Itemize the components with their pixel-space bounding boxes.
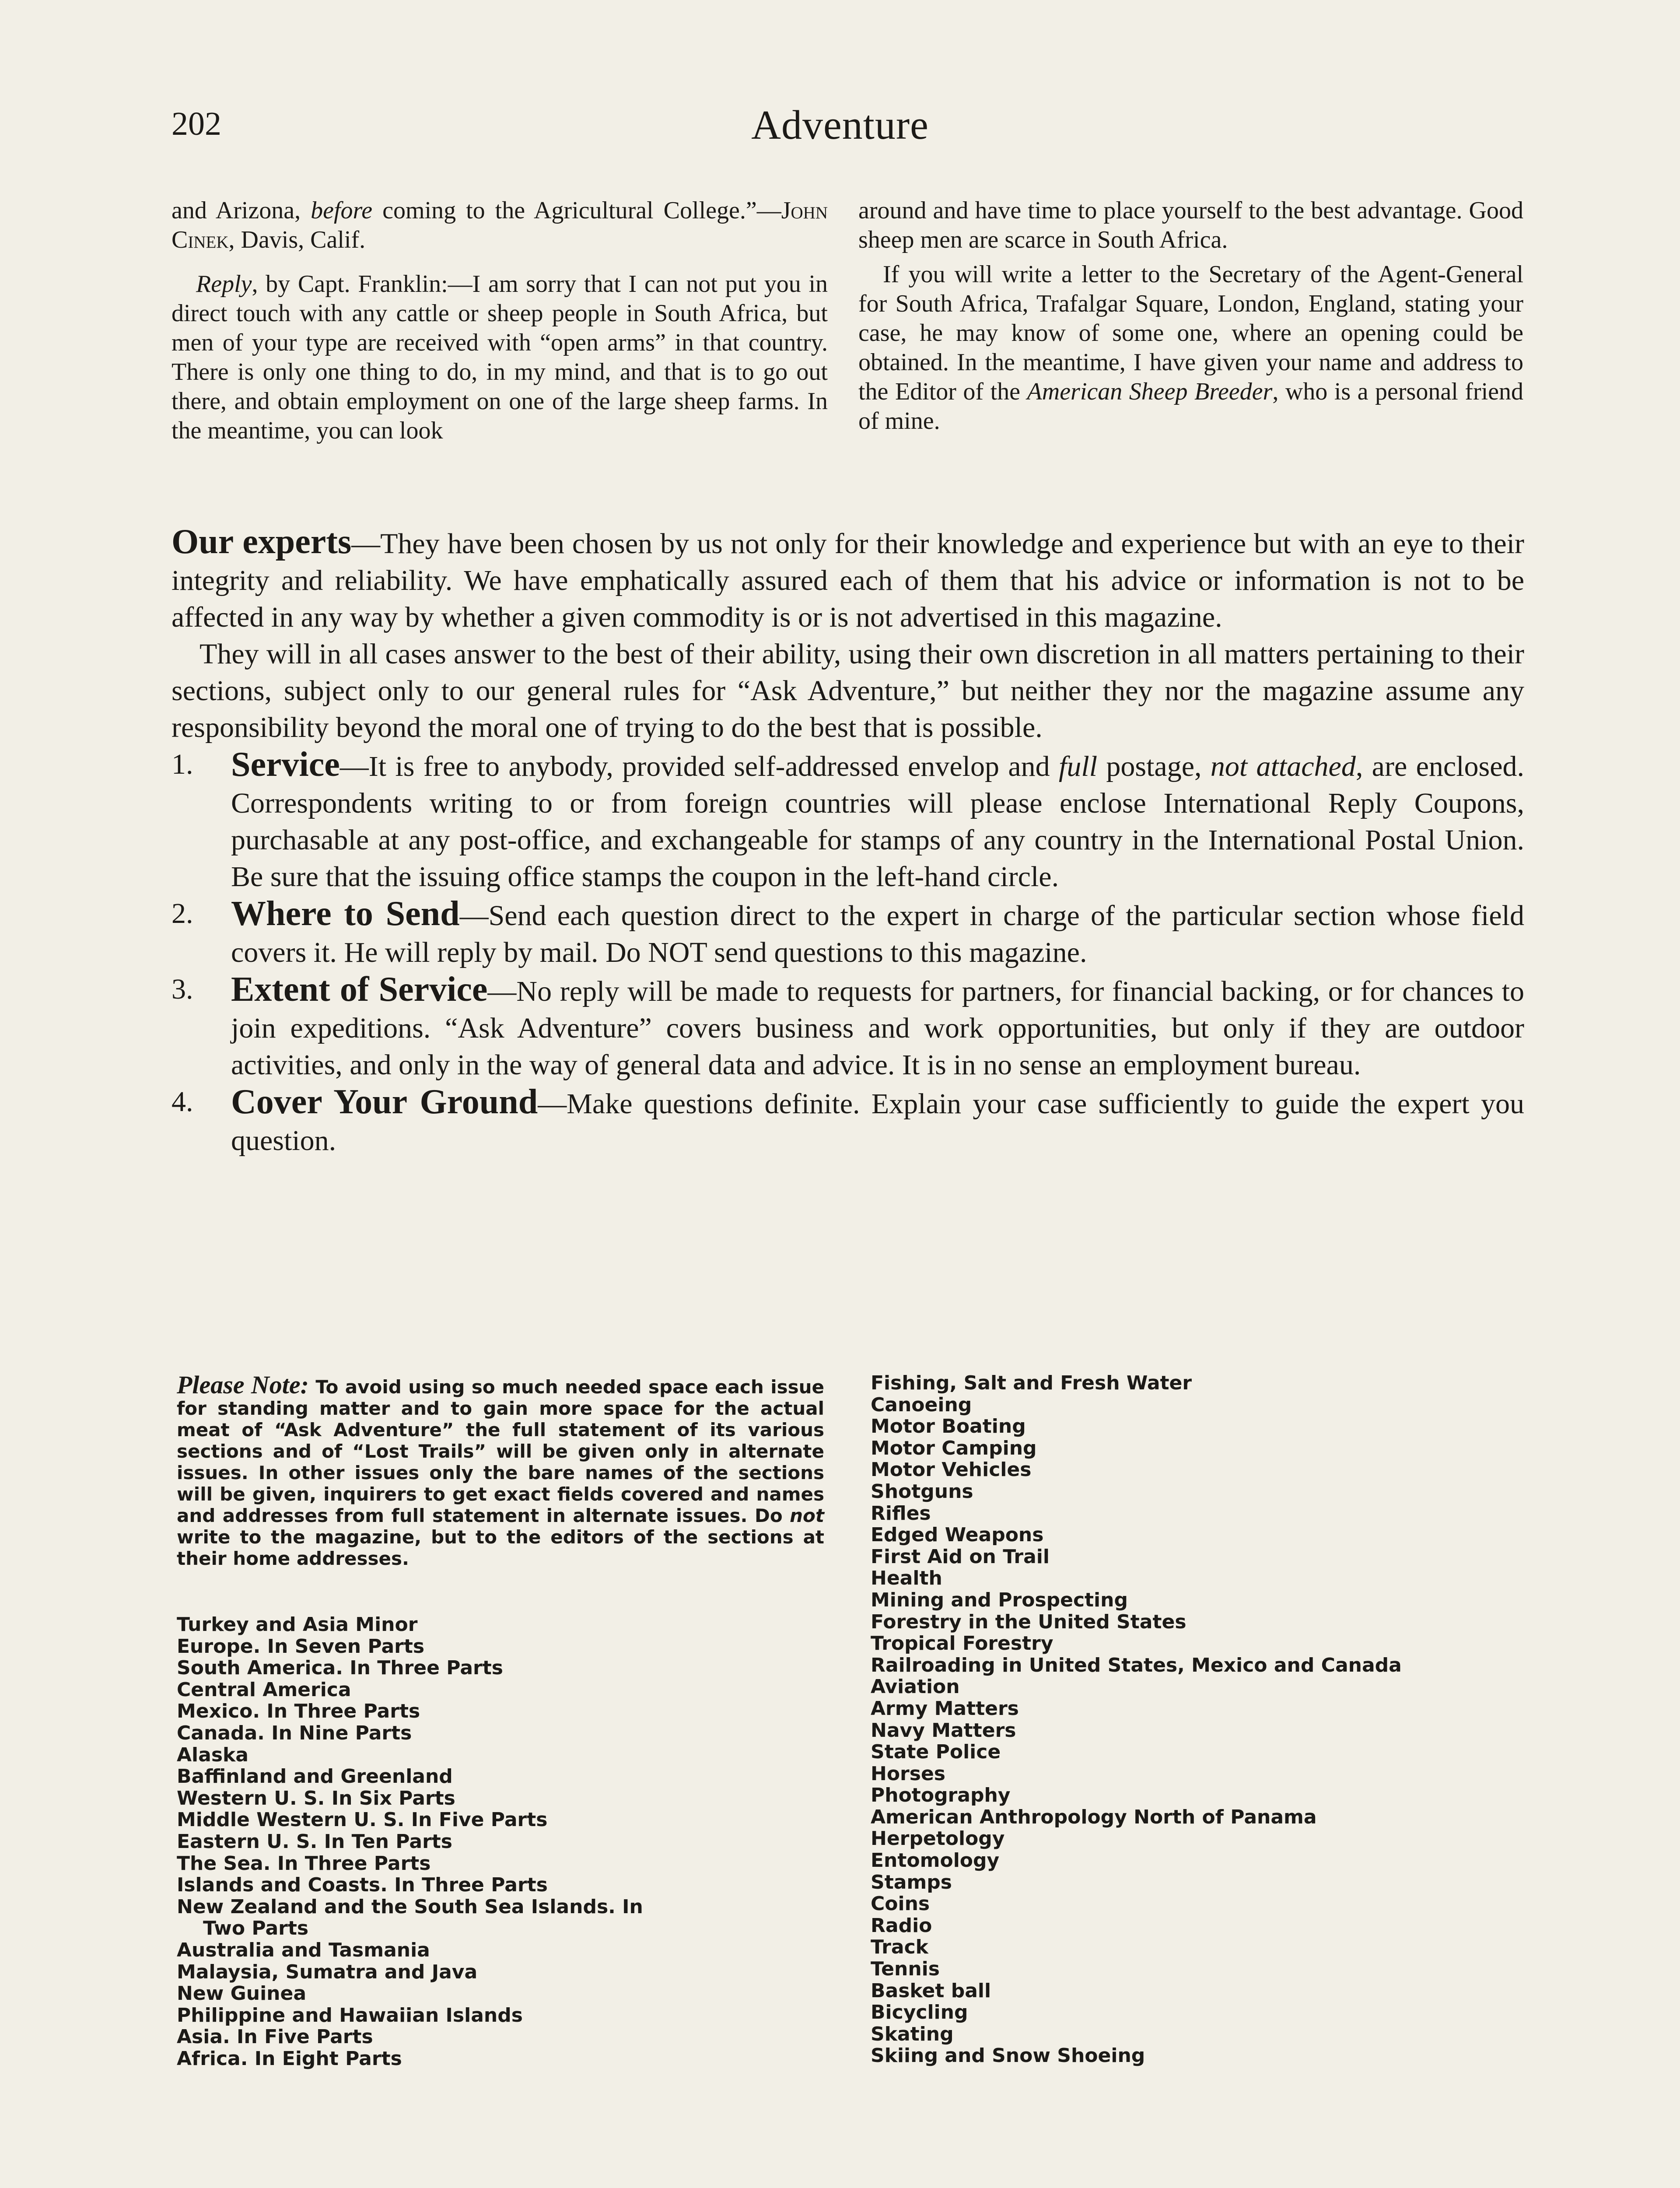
rule-item: [172, 895, 1524, 971]
section-name: Aviation: [871, 1676, 960, 1698]
section-name: Railroading in United States, Mexico and Canada: [871, 1654, 1402, 1676]
note-heading: Please Note:: [177, 1371, 309, 1399]
section-name: Mexico. In Three Parts: [177, 1700, 420, 1723]
sections-list-right: [871, 1372, 1614, 2067]
section-name: Eastern U. S. In Ten Parts: [177, 1830, 452, 1853]
please-note: [177, 1371, 824, 1569]
text-run: write to the magazine, but to the editors of the sections at their home addresses.: [177, 1526, 824, 1569]
section-name: Shotguns: [871, 1480, 973, 1503]
section-name: Central America: [177, 1678, 351, 1701]
rule-item: [172, 746, 1524, 895]
section-name: Entomology: [871, 1849, 1000, 1872]
text-run: , who is a personal friend of mine.: [858, 378, 1524, 435]
text-run: around and have time to place yourself to the best advantage. Good sheep men are scarce in South Africa.: [858, 197, 1523, 253]
letter-paragraph: [172, 196, 828, 255]
text-run: not: [790, 1505, 824, 1526]
section-name: Philippine and Hawaiian Islands: [177, 2004, 523, 2027]
section-name: Australia and Tasmania: [177, 1939, 430, 1961]
section-name: Turkey and Asia Minor: [177, 1613, 418, 1636]
section-name: Tennis: [871, 1958, 940, 1981]
experts-paragraph-text: —They have been chosen by us not only for their knowledge and experience but with an eye to their integrity and reliability. We have emphatically assured each of them that his advice or information is not to be affected in any way by whether a given commodity is or is not advertised in this magazine.: [172, 528, 1524, 633]
section-name: Motor Camping: [871, 1437, 1037, 1459]
section-name: Western U. S. In Six Parts: [177, 1787, 455, 1809]
section-name: Africa. In Eight Parts: [177, 2047, 402, 2070]
letter-column-left: [172, 196, 828, 445]
rule-number: 1.: [172, 748, 193, 780]
rule-title: Where to Send: [231, 894, 460, 933]
experts-paragraph-2: They will in all cases answer to the best of their ability, using their own discretion in all matters pertaining to their sections, subject only to our general rules for “Ask Adventure,” but neither they nor the magazine assume any responsibility beyond the moral one of trying to do the best that is possible.: [172, 638, 1524, 743]
rules-list: [172, 746, 1524, 1159]
section-name: Health: [871, 1567, 942, 1590]
text-run: —It is free to anybody, provided self-addressed envelop and: [340, 750, 1059, 782]
section-name: Forestry in the United States: [871, 1610, 1186, 1633]
text-run: If you will write a letter to the Secretary of the Agent-General for South Africa, Trafalgar Square, London, England, stating your case, he may know of some one, where an opening could be obtained. In the meantime, I have given your name and address to the Editor of the: [858, 261, 1523, 405]
section-name: Army Matters: [871, 1697, 1019, 1720]
rule-number: 2.: [172, 898, 193, 929]
text-run: before: [311, 197, 373, 224]
section-name: American Anthropology North of Panama: [871, 1806, 1317, 1828]
page-number: 202: [172, 105, 221, 142]
section-name: Horses: [871, 1762, 945, 1785]
section-name: Canoeing: [871, 1393, 972, 1416]
letter-paragraph: [858, 260, 1523, 436]
experts-paragraph: [172, 523, 1524, 636]
section-name: Europe. In Seven Parts: [177, 1635, 425, 1658]
section-name: Radio: [871, 1914, 932, 1937]
experts-lead: Our experts: [172, 522, 352, 561]
text-run: and Arizona,: [172, 197, 311, 224]
letter-paragraph: [172, 270, 828, 445]
section-name: The Sea. In Three Parts: [177, 1852, 431, 1875]
section-name: Navy Matters: [871, 1719, 1016, 1742]
section-name: Middle Western U. S. In Five Parts: [177, 1809, 548, 1831]
rule-item: [172, 971, 1524, 1083]
section-name: Herpetology: [871, 1827, 1005, 1850]
sections-left-column: [177, 1614, 824, 2069]
sections-list-left: [177, 1614, 824, 2069]
section-name: South America. In Three Parts: [177, 1657, 503, 1680]
section-name: Alaska: [177, 1743, 248, 1766]
section-name: Islands and Coasts. In Three Parts: [177, 1874, 548, 1897]
letter-column-right: [858, 196, 1523, 436]
letter-paragraph: [858, 196, 1523, 255]
section-name: Skating: [871, 2023, 954, 2045]
sections-right-column: [871, 1372, 1614, 2067]
section-name: Asia. In Five Parts: [177, 2026, 373, 2048]
experts-section: [172, 523, 1524, 1159]
text-run: postage,: [1097, 750, 1211, 782]
section-name: First Aid on Trail: [871, 1545, 1050, 1568]
text-run: To avoid using so much needed space each issue for standing matter and to gain more space for the actual meat of “Ask Adventure” the full statement of its various sections and of “Lost Trails” will be given only in alternate issues. In other issues only the bare names of the sections will be given, inquirers to get exact fields covered and names and addresses from full statement in alternate issues. Do: [177, 1376, 824, 1526]
text-run: —Make questions definite. Explain your case sufficiently to guide the expert you question.: [231, 1088, 1524, 1157]
rule-title: Cover Your Ground: [231, 1083, 538, 1121]
section-name: Two Parts: [203, 1917, 309, 1940]
running-title: Adventure: [751, 102, 929, 148]
section-name: Motor Vehicles: [871, 1459, 1032, 1481]
text-run: —Send each question direct to the expert in charge of the particular section whose field covers it. He will reply by mail. Do NOT send questions to this magazine.: [231, 900, 1524, 968]
section-name: Tropical Forestry: [871, 1632, 1054, 1655]
rule-item: [172, 1083, 1524, 1159]
note-body: [177, 1376, 824, 1569]
section-name: Malaysia, Sumatra and Java: [177, 1960, 478, 1983]
section-name: Stamps: [871, 1871, 952, 1893]
section-name: Baffinland and Greenland: [177, 1765, 453, 1788]
text-run: American Sheep Breeder: [1027, 378, 1273, 405]
text-run: —No reply will be made to requests for partners, for financial backing, or for chances to join expeditions. “Ask Adventure” covers business and work opportunities, but only if they are outdoor activities, and only in the way of general data and advice. It is in no sense an employment bureau.: [231, 975, 1525, 1081]
text-run: not attached: [1210, 750, 1356, 782]
rule-number: 3.: [172, 973, 193, 1005]
section-name: State Police: [871, 1741, 1001, 1764]
rule-number: 4.: [172, 1086, 193, 1118]
section-name: New Guinea: [177, 1982, 307, 2005]
text-run: , Davis, Calif.: [228, 226, 366, 253]
section-name: New Zealand and the South Sea Islands. In: [177, 1895, 643, 1918]
section-name: Motor Boating: [871, 1415, 1026, 1438]
section-name: Coins: [871, 1893, 930, 1915]
rule-title: Service: [231, 745, 340, 784]
text-run: full: [1059, 750, 1098, 782]
section-name: Rifles: [871, 1502, 931, 1525]
text-run: John Cinek: [172, 197, 828, 253]
text-run: coming to the Agricultural College.”—: [372, 197, 781, 224]
text-run: , by Capt. Franklin:—I am sorry that I can not put you in direct touch with any cattle or sheep people in South Africa, but men of your type are received with “open arms” in that country. There is only one thing to do, in my mind, and that is to go out there, and obtain employment on one of the large sheep farms. In the meantime, you can look: [172, 270, 828, 444]
note-paragraph: [177, 1371, 824, 1569]
section-name: Track: [871, 1936, 928, 1959]
section-name: Edged Weapons: [871, 1524, 1044, 1546]
section-name: Photography: [871, 1784, 1011, 1807]
section-name: Bicycling: [871, 2001, 968, 2024]
text-run: , are enclosed. Correspondents writing to or from foreign countries will please enclose International Reply Coupons, purchasable at any post-office, and exchangeable for stamps of any country in the International Postal Union. Be sure that the issuing office stamps the coupon in the left-hand circle.: [231, 750, 1525, 893]
section-name: Mining and Prospecting: [871, 1588, 1128, 1611]
rule-title: Extent of Service: [231, 970, 488, 1009]
text-run: Reply: [196, 270, 252, 298]
section-name: Canada. In Nine Parts: [177, 1722, 412, 1744]
section-name: Fishing, Salt and Fresh Water: [871, 1372, 1192, 1394]
section-name: Basket ball: [871, 1979, 991, 2002]
section-name: Skiing and Snow Shoeing: [871, 2044, 1145, 2067]
